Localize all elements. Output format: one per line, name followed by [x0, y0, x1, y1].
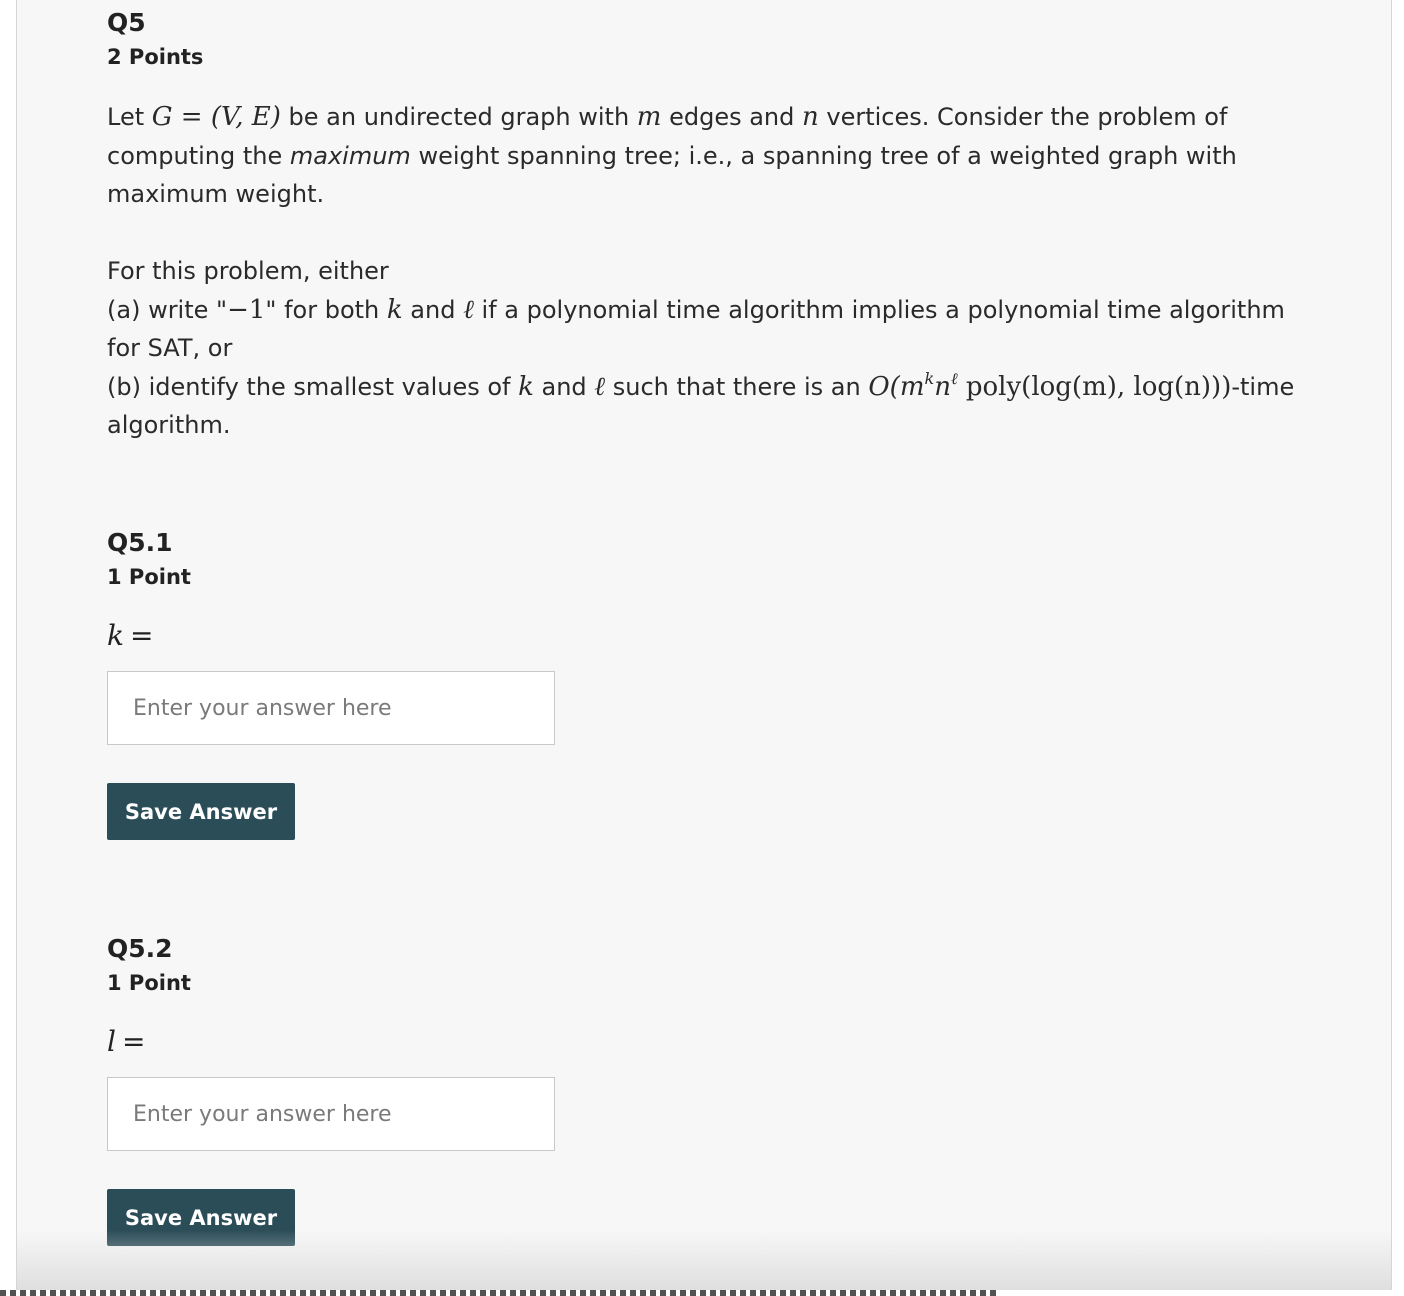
math-n: n: [802, 102, 819, 132]
intro-text-4: vertices. Consider the problem of computing the: [107, 103, 1228, 170]
math-o-m: O(m: [868, 371, 925, 402]
part-1-save-button[interactable]: Save Answer: [107, 783, 295, 840]
part-1-answer-input[interactable]: [107, 671, 555, 745]
intro-text-3: edges and: [661, 103, 802, 131]
math-sup-k: k: [924, 368, 935, 388]
math-graph-definition: G = (V, E): [151, 102, 281, 132]
math-complexity: [868, 368, 1232, 402]
instructions-line-1: For this problem, either: [107, 257, 389, 285]
question-intro: [107, 98, 1297, 214]
math-ell: ℓ: [594, 371, 606, 402]
question-points: 2 Points: [107, 45, 204, 69]
part-2-variable: l: [107, 1025, 116, 1058]
part-2-title: Q5.2: [107, 934, 173, 963]
option-b-text-4: -time algorithm.: [107, 372, 1295, 439]
intro-emphasis: maximum: [289, 141, 411, 170]
intro-text-5: weight spanning tree; i.e., a spanning tree of a weighted graph with maximum weight.: [107, 141, 1237, 208]
clipped-text-fragment: [0, 1290, 1000, 1296]
part-2-points: 1 Point: [107, 971, 191, 995]
option-a-text-4: if a polynomial time algorithm implies a polynomial time algorithm for SAT, or: [107, 295, 1285, 362]
math-minus-one: −1: [227, 294, 266, 325]
option-a-text-3: and: [402, 295, 464, 324]
intro-text-2: be an undirected graph with: [280, 103, 637, 131]
option-b-text-1: (b) identify the smallest values of: [107, 372, 519, 401]
equals-sign: =: [129, 619, 154, 652]
part-1-variable: k: [107, 619, 124, 652]
part-1-variable-label: [107, 619, 154, 652]
math-poly-log: poly(log(m), log(n))): [957, 371, 1232, 402]
option-a-text-2: " for both: [265, 295, 387, 324]
option-b-text-3: such that there is an: [605, 372, 869, 401]
intro-text-1: Let: [107, 103, 152, 131]
part-1-title: Q5.1: [107, 528, 173, 557]
math-n: n: [934, 371, 951, 402]
question-title: Q5: [107, 8, 146, 37]
next-question-peek: [0, 1290, 1404, 1296]
part-1-points: 1 Point: [107, 565, 191, 589]
part-2-save-button[interactable]: Save Answer: [107, 1189, 295, 1246]
math-k: k: [518, 371, 534, 402]
math-m: m: [636, 102, 662, 132]
part-2-answer-input[interactable]: [107, 1077, 555, 1151]
part-2-variable-label: [107, 1025, 146, 1058]
math-k: k: [386, 294, 403, 325]
option-a-text-1: (a) write ": [107, 295, 228, 324]
option-b-text-2: and: [533, 372, 595, 401]
question-instructions: [107, 252, 1297, 445]
question-panel: [16, 0, 1392, 1290]
equals-sign: =: [121, 1025, 146, 1058]
math-sup-ell: ℓ: [950, 368, 958, 388]
math-ell: ℓ: [463, 294, 474, 325]
